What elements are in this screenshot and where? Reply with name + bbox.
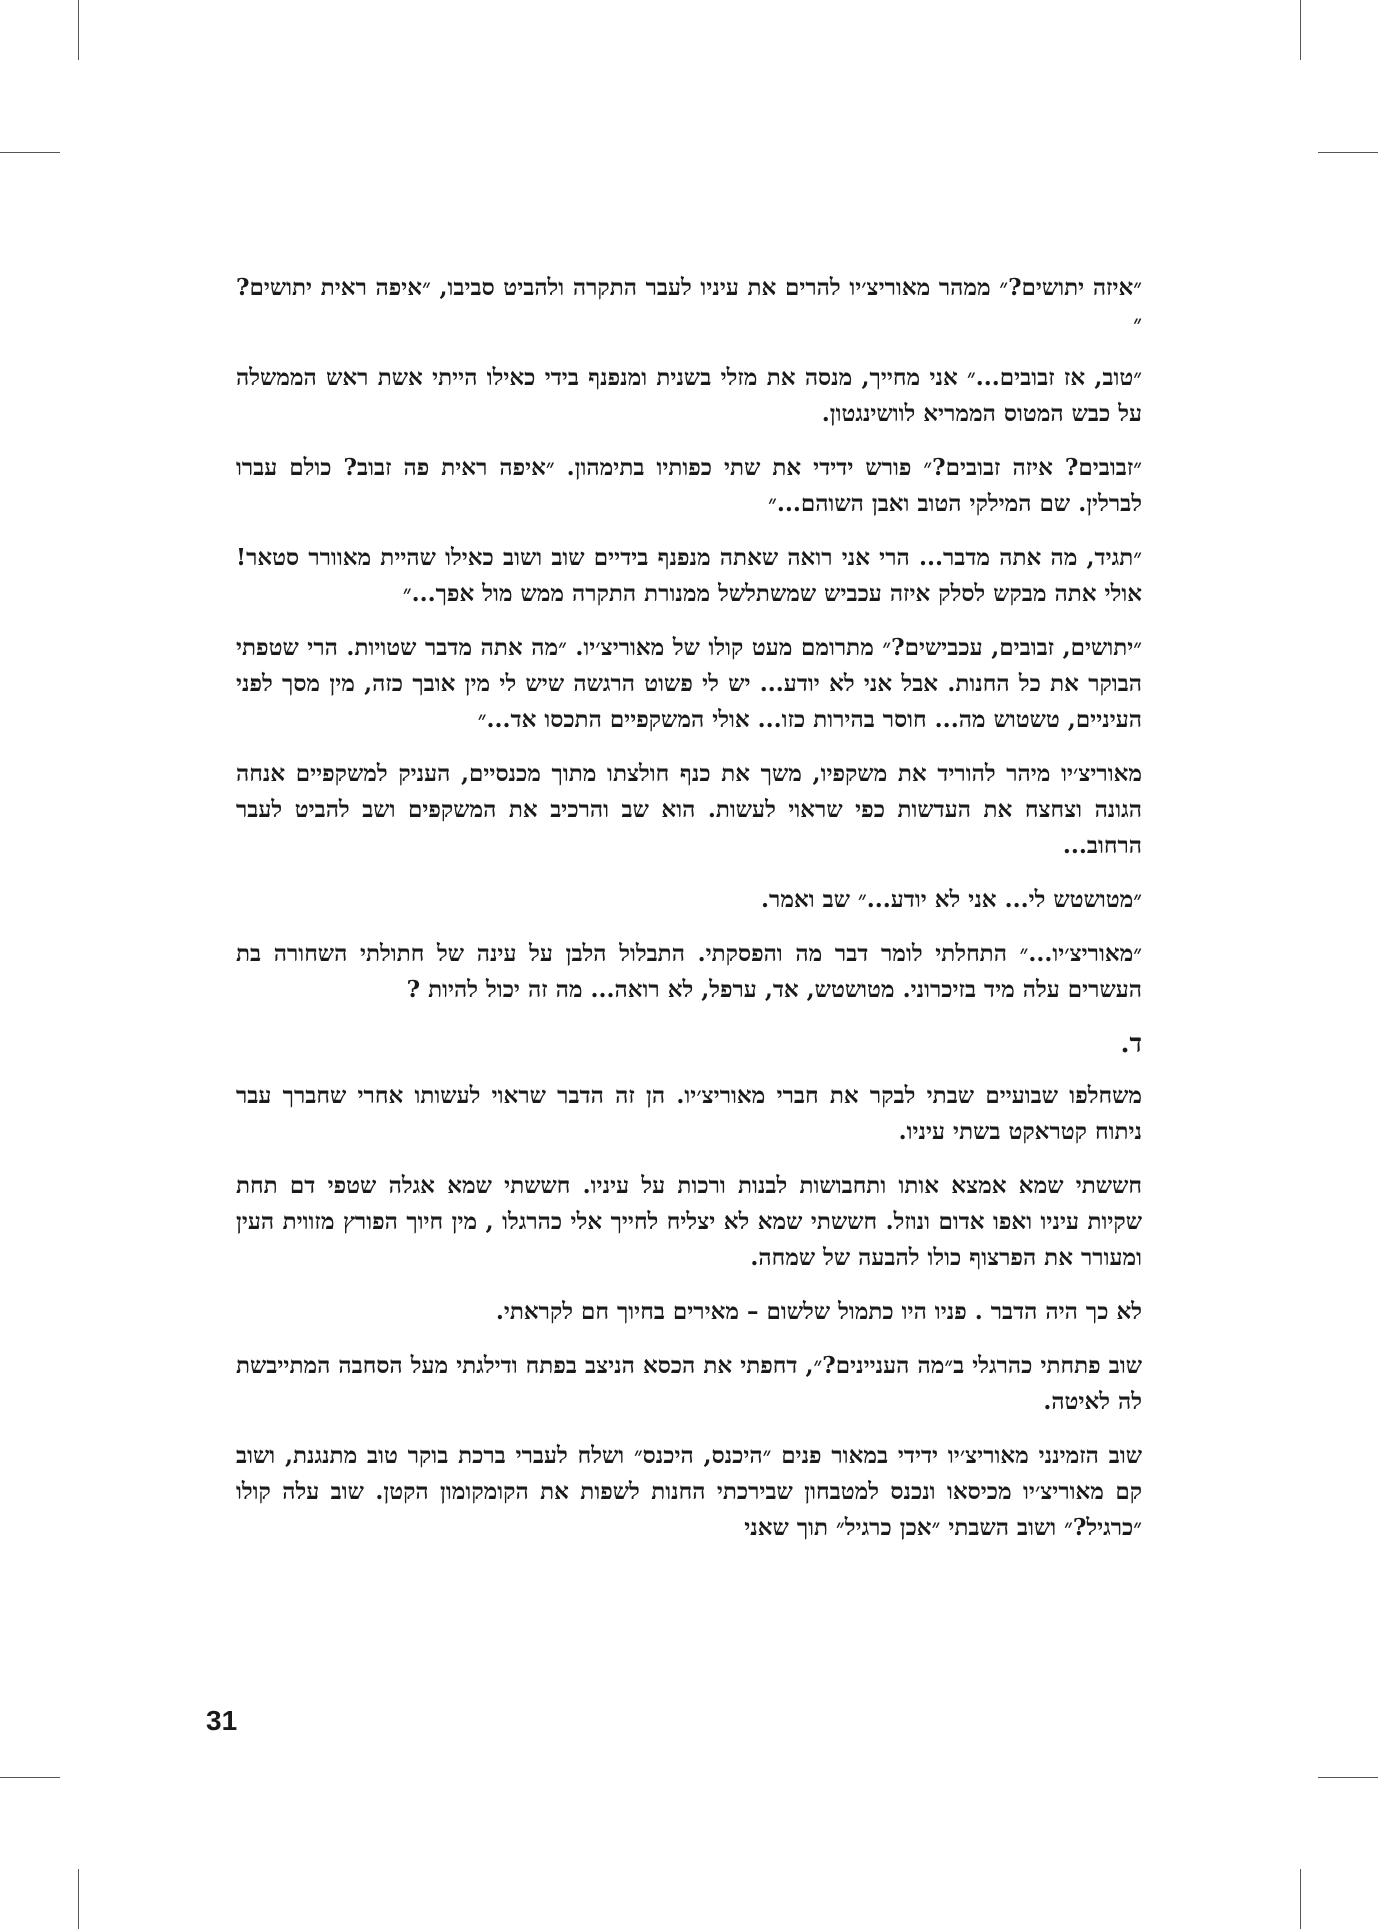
paragraph: שוב הזמינני מאוריצ׳יו ידידי במאור פנים ״היכנס, היכנס״ ושלח לעברי ברכת בוקר טוב מתנגנת, ושוב קם מאוריצ׳יו מכיסאו ונכנס למטבחון שבירכתי החנות לשפות את הקומקומון הקטן. שוב עלה קולו ״כרגיל?״ ושוב השבתי ״אכן כרגיל״ תוך שאני bbox=[236, 1442, 1142, 1541]
paragraph: לא כך היה הדבר . פניו היו כתמול שלשום – מאירים בחיוך חם לקראתי. bbox=[495, 1298, 1142, 1325]
crop-mark-upper-left-h bbox=[0, 152, 60, 153]
page-number: 31 bbox=[206, 1705, 238, 1736]
crop-mark-bottom-left bbox=[78, 1869, 79, 1929]
paragraph: ״מטושטש לי... אני לא יודע...״ שב ואמר. bbox=[761, 886, 1142, 913]
crop-mark-top-left bbox=[78, 0, 79, 60]
crop-mark-lower-left-h bbox=[0, 1777, 60, 1778]
paragraph: שוב פתחתי כהרגלי ב״מה העניינים?״, דחפתי את הכסא הניצב בפתח ודילגתי מעל הסחבה המתייבשת לה לאיטה. bbox=[236, 1352, 1142, 1415]
section-heading: ד. bbox=[1120, 1029, 1142, 1059]
paragraph: ״תגיד, מה אתה מדבר... הרי אני רואה שאתה מנפנף בידיים שוב ושוב כאילו שהיית מאוורר סטאר! אולי אתה מבקש לסלק איזה עכביש שמשתלשל ממנורת התקרה ממש מול אפך...״ bbox=[236, 544, 1142, 607]
crop-mark-bottom-right bbox=[1300, 1869, 1301, 1929]
paragraph: ״מאוריצ׳יו...״ התחלתי לומר דבר מה והפסקתי. התבלול הלבן על עינה של חתולתי השחורה בת העשרים עלה מיד בזיכרוני. מטושטש, אד, ערפל, לא רואה... מה זה יכול להיות ? bbox=[236, 940, 1142, 1003]
paragraph: ״זבובים? איזה זבובים?״ פורש ידידי את שתי כפותיו בתימהון. ״איפה ראית פה זבוב? כולם עברו לברלין. שם המילקי הטוב ואבן השוהם...״ bbox=[236, 454, 1142, 517]
crop-mark-upper-right-h bbox=[1318, 152, 1378, 153]
body-text bbox=[236, 270, 1142, 1564]
paragraph: מאוריצ׳יו מיהר להוריד את משקפיו, משך את כנף חולצתו מתוך מכנסיים, העניק למשקפיים אנחה הגונה וצחצח את העדשות כפי שראוי לעשות. הוא שב והרכיב את המשקפים ושב להביט לעבר הרחוב... bbox=[236, 760, 1142, 859]
paragraph: חששתי שמא אמצא אותו ותחבושות לבנות ורכות על עיניו. חששתי שמא אגלה שטפי דם תחת שקיות עיניו ואפו אדום ונוזל. חששתי שמא לא יצליח לחייך אלי כהרגלו , מין חיוך הפורץ מזווית העין ומעורר את הפרצוף כולו להבעה של שמחה. bbox=[236, 1172, 1142, 1271]
crop-mark-lower-right-h bbox=[1318, 1777, 1378, 1778]
paragraph: משחלפו שבועיים שבתי לבקר את חברי מאוריצ׳יו. הן זה הדבר שראוי לעשותו אחרי שחברך עבר ניתוח קטראקט בשתי עיניו. bbox=[236, 1082, 1142, 1145]
paragraph: ״יתושים, זבובים, עכבישים?״ מתרומם מעט קולו של מאוריצ׳יו. ״מה אתה מדבר שטויות. הרי שטפתי הבוקר את כל החנות. אבל אני לא יודע... יש לי פשוט הרגשה שיש לי מין אובך כזה, מין מסך לפני העיניים, טשטוש מה... חוסר בהירות כזו... אולי המשקפיים התכסו אד...״ bbox=[236, 634, 1142, 733]
paragraph: ״טוב, אז זבובים...״ אני מחייך, מנסה את מזלי בשנית ומנפנף בידי כאילו הייתי אשת ראש הממשלה על כבש המטוס הממריא לוושינגטון. bbox=[236, 364, 1142, 427]
crop-mark-top-right bbox=[1300, 0, 1301, 60]
paragraph: ״איזה יתושים?״ ממהר מאוריצ׳יו להרים את עיניו לעבר התקרה ולהביט סביבו, ״איפה ראית יתושים?״ bbox=[236, 274, 1142, 337]
